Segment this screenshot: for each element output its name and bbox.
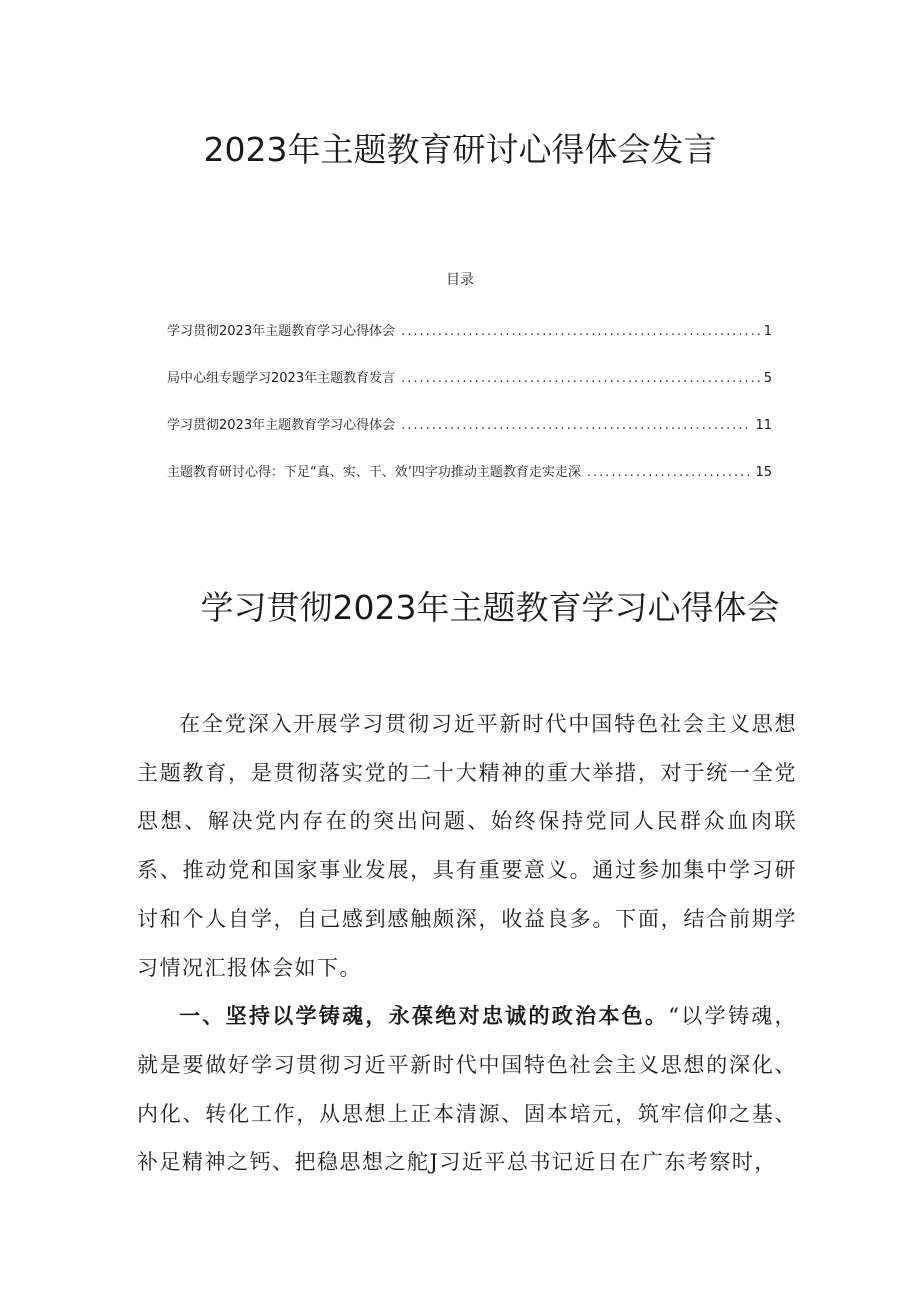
toc-leader-dots xyxy=(401,416,751,436)
toc-entry-text: 学习贯彻2023年主题教育学习心得体会 xyxy=(167,418,396,433)
document-title: 2023年主题教育研讨心得体会发言 xyxy=(203,130,717,169)
toc-entry-page: 11 xyxy=(755,418,772,433)
toc-leader-dots xyxy=(587,463,752,483)
section-body xyxy=(137,700,797,1187)
toc-leader-dots xyxy=(401,322,760,342)
toc-leader-dots xyxy=(401,369,760,389)
toc-entry-page: 5 xyxy=(763,371,772,386)
toc-entry[interactable] xyxy=(167,463,772,510)
body-paragraph: 在全党深入开展学习贯彻习近平新时代中国特色社会主义思想主题教育，是贯彻落实党的二十大精神的重大举措，对于统一全党思想、解决党内存在的突出问题、始终保持党同人民群众血肉联系、推动党和国家事业发展，具有重要意义。通过参加集中学习研讨和个人自学，自己感到感触颇深，收益良多。下面，结合前期学习情况汇报体会如下。 xyxy=(137,712,797,980)
paragraph-text: “以学铸魂，就是要做好学习贯彻习近平新时代中国特色社会主义思想的深化、内化、转化工作，从思想上正本清源、固本培元，筑牢信仰之基、补足精神之钙、把稳思想之舵J习近平总书记近日在广东考察时， xyxy=(137,1004,797,1175)
toc-entry-text: 主题教育研讨心得：下足“真、实、干、效’四字功推动主题教育走实走深 xyxy=(167,465,581,480)
toc-entry[interactable] xyxy=(167,416,772,463)
toc-entry-page: 1 xyxy=(763,324,772,339)
body-paragraph xyxy=(137,992,797,1187)
toc-heading: 目录 xyxy=(446,272,474,288)
toc-entry-text: 局中心组专题学习2023年主题教育发言 xyxy=(167,371,396,386)
toc-entry[interactable] xyxy=(167,322,772,369)
toc-entry-text: 学习贯彻2023年主题教育学习心得体会 xyxy=(167,324,396,339)
section-title: 学习贯彻2023年主题教育学习心得体会 xyxy=(200,588,780,627)
table-of-contents xyxy=(167,322,772,510)
paragraph-heading: 一、坚持以学铸魂，永葆绝对忠诚的政治本色。 xyxy=(179,1004,669,1029)
toc-entry-page: 15 xyxy=(755,465,772,480)
toc-entry[interactable] xyxy=(167,369,772,416)
